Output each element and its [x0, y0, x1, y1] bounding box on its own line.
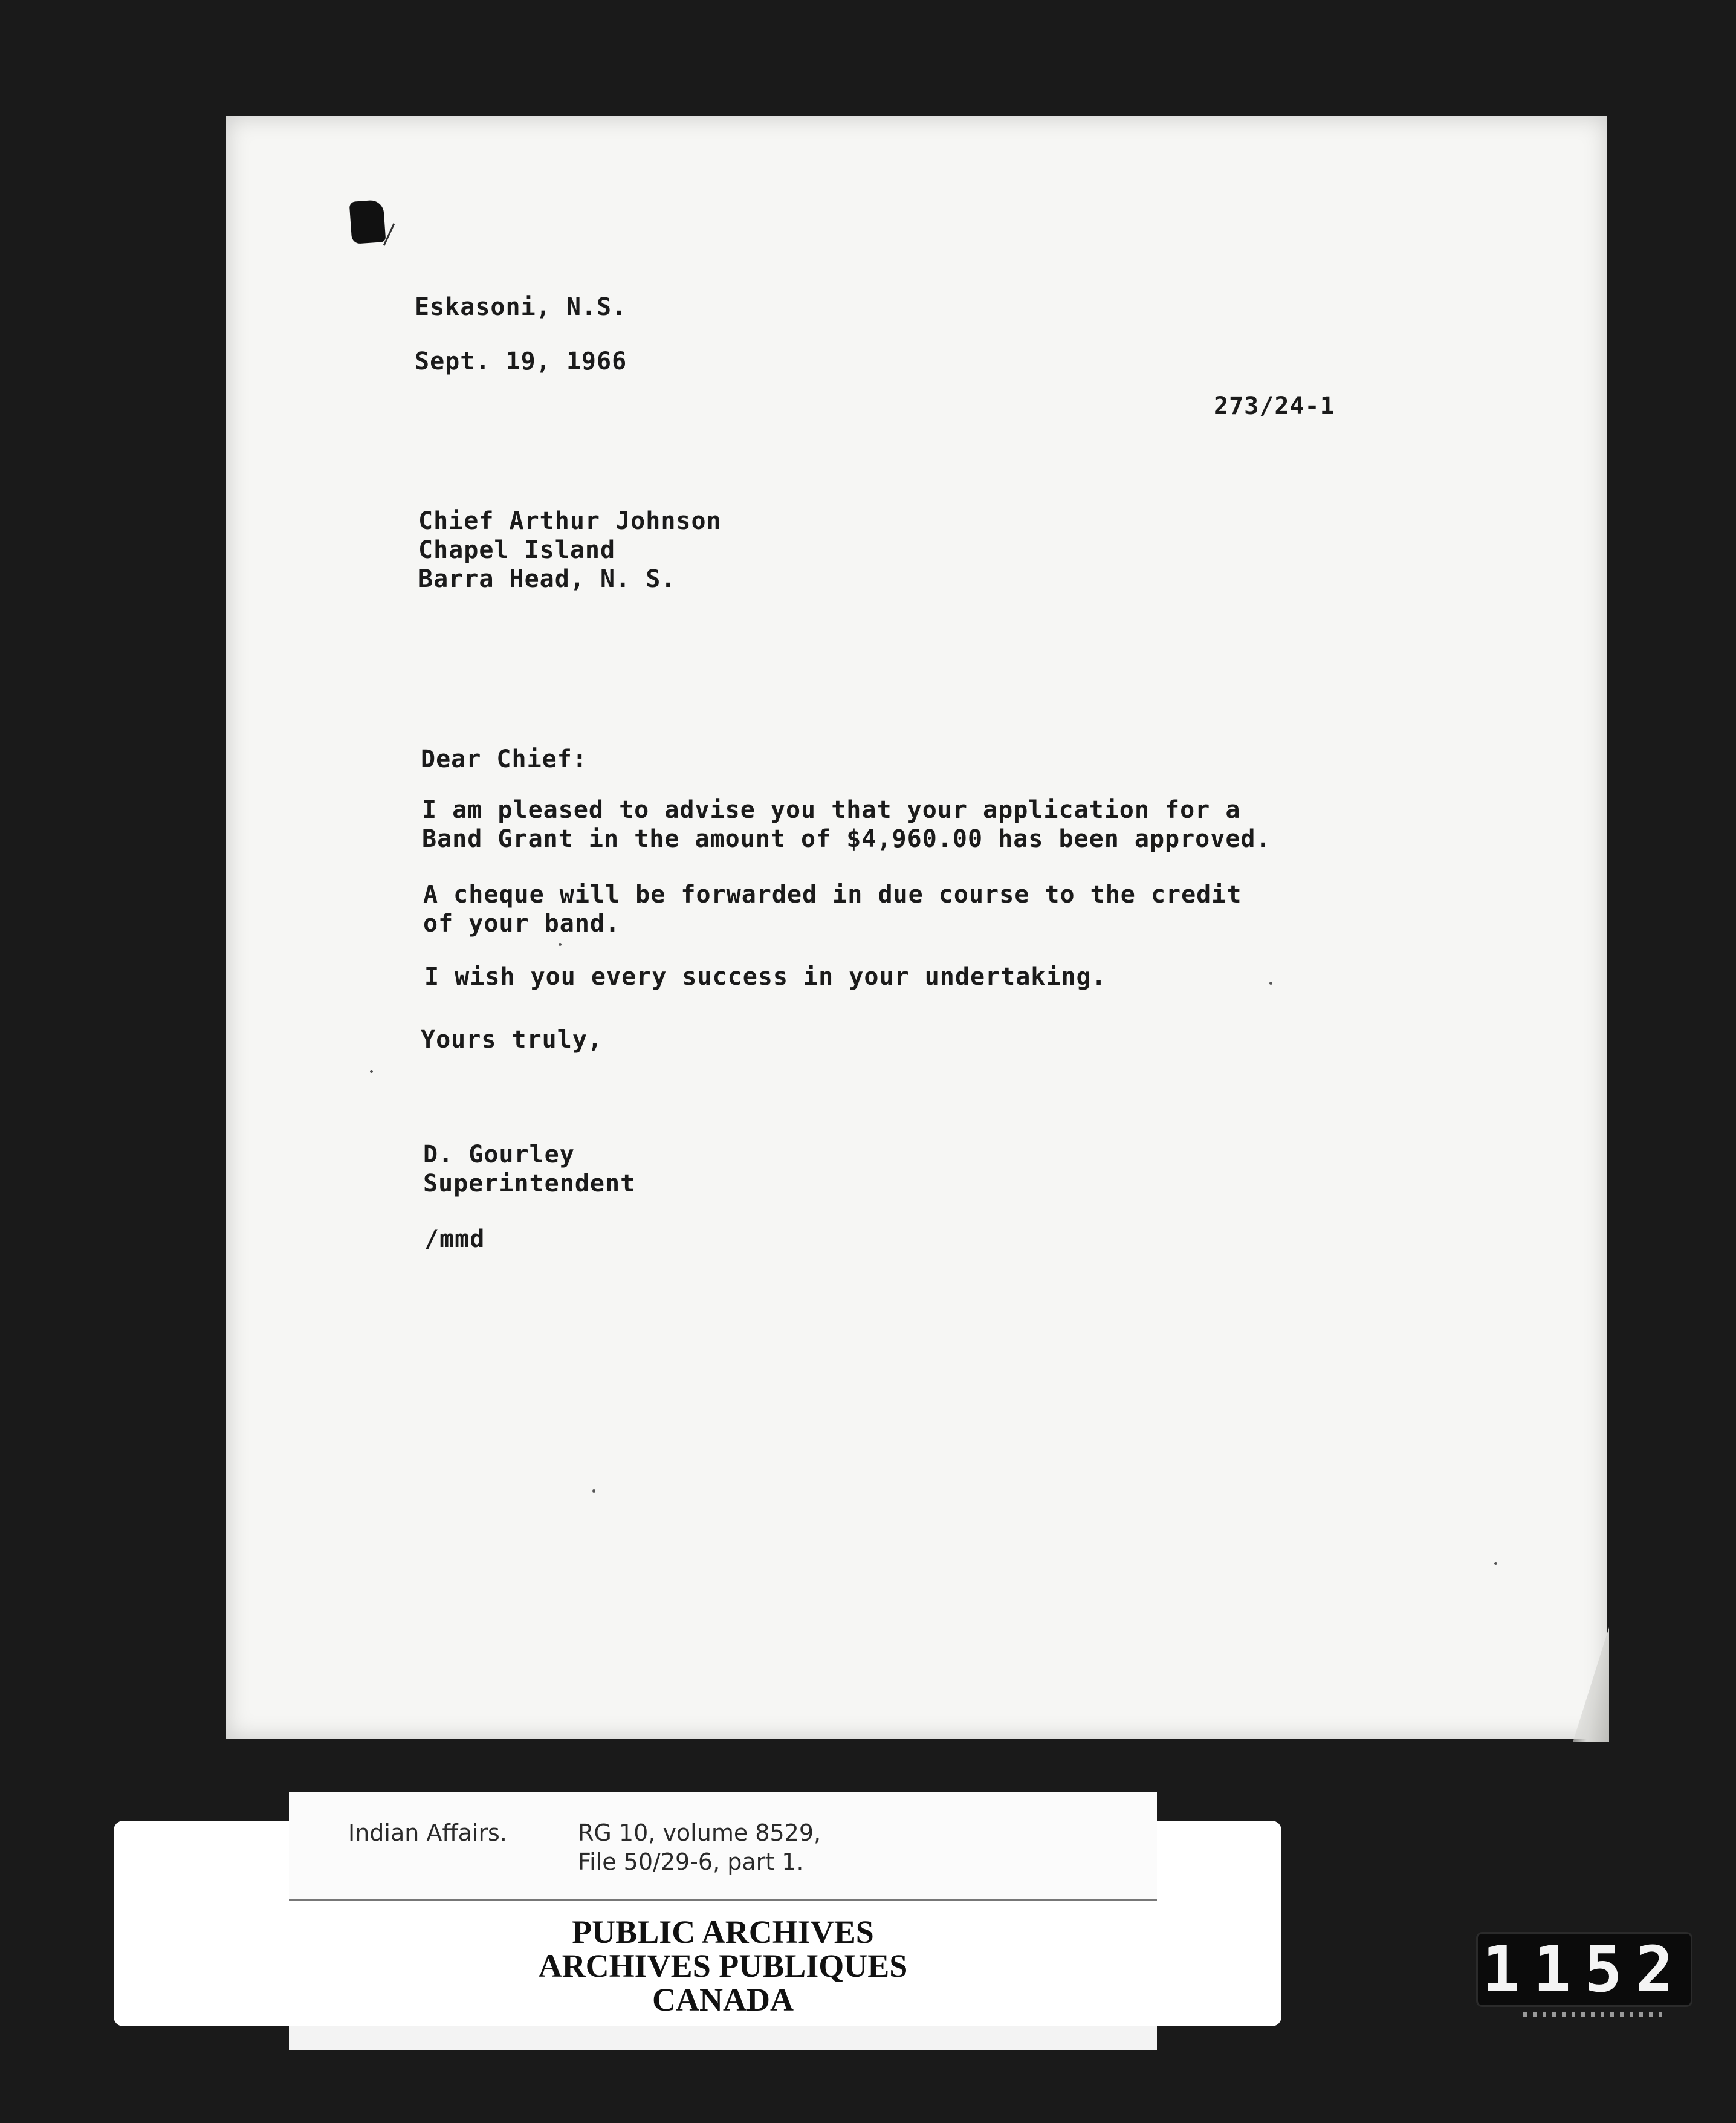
body-line: I am pleased to advise you that your application for a [422, 796, 1241, 824]
archive-reference: File 50/29-6, part 1. [578, 1849, 804, 1875]
archive-reference: RG 10, volume 8529, [578, 1820, 821, 1846]
archive-name-block [289, 1915, 1157, 2017]
body-line: of your band. [423, 910, 621, 938]
archive-name-en: PUBLIC ARCHIVES [572, 1914, 874, 1950]
letter-place: Eskasoni, N.S. [415, 293, 627, 321]
dust-speck [1269, 982, 1272, 985]
signer-title: Superintendent [423, 1170, 636, 1198]
file-reference: 273/24-1 [1214, 392, 1335, 420]
recipient-name: Chief Arthur Johnson [418, 507, 722, 535]
counter-tick-marks [1523, 2012, 1668, 2017]
body-line: Band Grant in the amount of $4,960.00 has been approved. [422, 825, 1271, 853]
body-line: A cheque will be forwarded in due course to the credit [423, 881, 1242, 909]
closing: Yours truly, [421, 1026, 603, 1054]
dust-speck [1494, 1562, 1497, 1565]
dust-speck [592, 1489, 595, 1493]
frame-counter: 1152 [1476, 1932, 1692, 2007]
letter-page [226, 116, 1607, 1739]
ink-blot [349, 199, 386, 244]
recipient-address-line: Barra Head, N. S. [418, 565, 676, 593]
body-line: I wish you every success in your undertaking. [424, 963, 1107, 991]
dust-speck [559, 943, 562, 946]
salutation: Dear Chief: [421, 745, 588, 773]
archive-country: CANADA [652, 1982, 794, 2018]
archive-label-strip [289, 2026, 1157, 2050]
archive-name-fr: ARCHIVES PUBLIQUES [538, 1948, 908, 1984]
dust-speck [370, 1070, 373, 1073]
signer-name: D. Gourley [423, 1141, 575, 1168]
letter-date: Sept. 19, 1966 [415, 348, 627, 375]
page-curl [1573, 1627, 1609, 1742]
typist-initials: /mmd [424, 1225, 485, 1253]
department-name: Indian Affairs. [348, 1820, 507, 1846]
recipient-address-line: Chapel Island [418, 536, 616, 564]
